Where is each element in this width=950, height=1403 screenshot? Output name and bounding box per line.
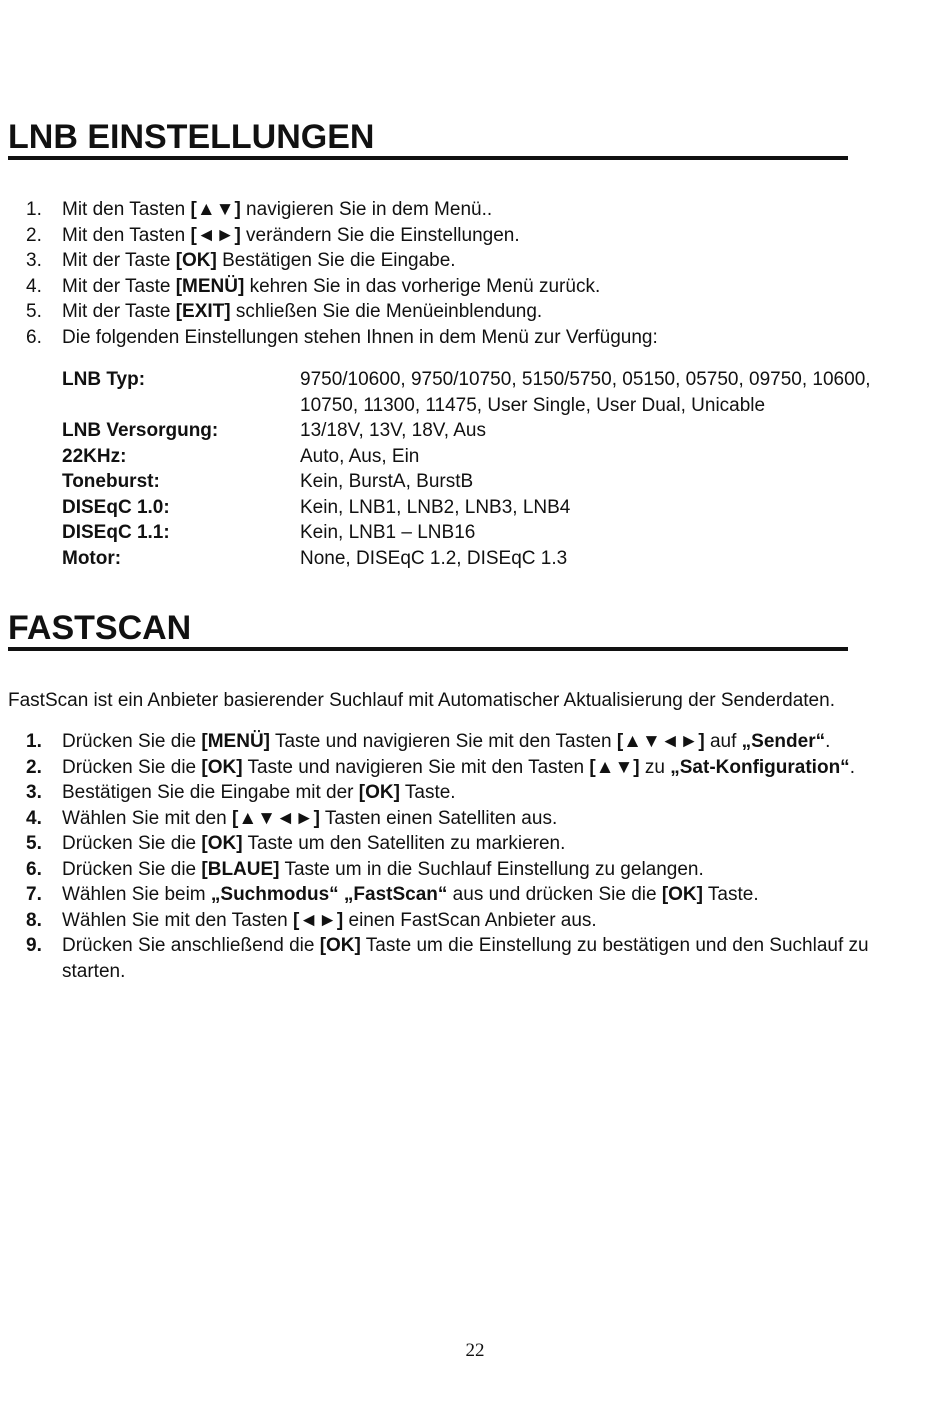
- list-item: [26, 274, 926, 300]
- list-item: [26, 325, 926, 351]
- key-label: [▲▼◄►]: [232, 807, 320, 829]
- list-item: [26, 755, 926, 781]
- setting-row: [62, 367, 902, 418]
- step-number: 7.: [26, 884, 42, 905]
- step-text: Tasten einen Satelliten aus.: [319, 807, 558, 829]
- setting-value: 13/18V, 13V, 18V, Aus: [300, 420, 486, 441]
- step-number: 6.: [26, 858, 42, 880]
- list-item: [26, 729, 926, 755]
- key-label: [MENÜ]: [175, 275, 245, 297]
- setting-label: LNB Typ:: [62, 369, 146, 390]
- key-label: [◄►]: [292, 909, 344, 931]
- step-text: Taste.: [399, 782, 456, 803]
- key-label: [OK]: [661, 884, 703, 905]
- setting-value: Kein, LNB1 – LNB16: [300, 522, 476, 543]
- key-label: [▲▼◄►]: [616, 731, 705, 752]
- setting-value: None, DISEqC 1.2, DISEqC 1.3: [300, 547, 568, 569]
- key-label: [OK]: [201, 756, 243, 778]
- section-heading-fastscan: FASTSCAN: [8, 611, 848, 651]
- step-text: Taste und navigieren Sie mit den Tasten: [242, 756, 590, 778]
- step-text: einen FastScan Anbieter aus.: [343, 909, 597, 931]
- fastscan-intro: FastScan ist ein Anbieter basierender Suchlauf mit Automatischer Aktualisierung der Senderdaten.: [8, 690, 835, 711]
- step-text: Bestätigen Sie die Eingabe mit der: [62, 782, 359, 803]
- key-label: „Sat-Konfiguration“: [670, 756, 850, 778]
- step-text: zu: [639, 756, 671, 778]
- step-number: 5.: [26, 833, 42, 854]
- setting-label: DISEqC 1.1:: [62, 522, 170, 543]
- step-text: Mit der Taste: [62, 250, 176, 271]
- setting-label: Motor:: [62, 547, 122, 569]
- list-item: [26, 857, 926, 883]
- step-text: Mit den Tasten: [62, 199, 191, 220]
- list-item: [26, 831, 926, 857]
- step-text: Taste um in die Suchlauf Einstellung zu gelangen.: [279, 858, 704, 880]
- lnb-steps-list: [26, 197, 926, 350]
- key-label: [▲▼]: [589, 756, 640, 778]
- step-number: 2.: [26, 756, 42, 778]
- step-number: 3.: [26, 250, 42, 271]
- setting-label: DISEqC 1.0:: [62, 496, 170, 518]
- setting-row: [62, 444, 902, 470]
- step-text: .: [849, 756, 855, 778]
- step-text: kehren Sie in das vorherige Menü zurück.: [244, 275, 601, 297]
- list-item: [26, 197, 926, 223]
- step-number: 8.: [26, 909, 42, 931]
- step-text: Taste um die Einstellung zu bestätigen und den Suchlauf zu starten.: [62, 935, 869, 982]
- key-label: [EXIT]: [175, 301, 231, 322]
- step-text: navigieren Sie in dem Menü..: [240, 199, 493, 220]
- setting-label: 22KHz:: [62, 445, 127, 467]
- list-item: [26, 933, 926, 984]
- step-number: 4.: [26, 807, 42, 829]
- key-label: [MENÜ]: [201, 731, 271, 752]
- setting-row: [62, 418, 902, 444]
- key-label: [◄►]: [190, 224, 241, 246]
- step-number: 1.: [26, 731, 42, 752]
- step-text: Drücken Sie die: [62, 756, 202, 778]
- setting-label: LNB Versorgung:: [62, 420, 219, 441]
- key-label: „Suchmodus“ „FastScan“: [210, 884, 448, 905]
- step-text: Drücken Sie anschließend die: [62, 935, 320, 956]
- key-label: [▲▼]: [190, 199, 241, 220]
- step-text: Taste und navigieren Sie mit den Tasten: [270, 731, 617, 752]
- key-label: [OK]: [319, 935, 361, 956]
- setting-row: [62, 469, 902, 495]
- fastscan-steps-list: [26, 729, 926, 984]
- step-number: 9.: [26, 935, 42, 956]
- key-label: „Sender“: [741, 731, 826, 752]
- step-text: Mit der Taste: [62, 301, 176, 322]
- list-item: [26, 223, 926, 249]
- step-number: 4.: [26, 275, 42, 297]
- step-number: 6.: [26, 326, 42, 348]
- step-text: Mit der Taste: [62, 275, 176, 297]
- key-label: [OK]: [201, 833, 243, 854]
- step-text: Drücken Sie die: [62, 833, 202, 854]
- step-text: Taste um den Satelliten zu markieren.: [242, 833, 566, 854]
- step-text: Drücken Sie die: [62, 858, 202, 880]
- step-number: 2.: [26, 224, 42, 246]
- list-item: [26, 908, 926, 934]
- setting-value: Kein, LNB1, LNB2, LNB3, LNB4: [300, 496, 571, 518]
- setting-row: [62, 495, 902, 521]
- list-item: [26, 806, 926, 832]
- list-item: [26, 299, 926, 325]
- step-text: Drücken Sie die: [62, 731, 202, 752]
- section-heading-lnb: LNB EINSTELLUNGEN: [8, 120, 848, 160]
- step-text: Wählen Sie beim: [62, 884, 211, 905]
- list-item: [26, 882, 926, 908]
- lnb-settings-table: [62, 367, 902, 571]
- step-text: Taste.: [702, 884, 759, 905]
- setting-value: Kein, BurstA, BurstB: [300, 471, 474, 492]
- step-text: schließen Sie die Menüeinblendung.: [230, 301, 543, 322]
- key-label: [BLAUE]: [201, 858, 280, 880]
- step-text: Wählen Sie mit den: [62, 807, 233, 829]
- step-text: auf: [704, 731, 742, 752]
- step-text: .: [825, 731, 831, 752]
- step-number: 5.: [26, 301, 42, 322]
- step-number: 3.: [26, 782, 42, 803]
- step-number: 1.: [26, 199, 42, 220]
- list-item: [26, 780, 926, 806]
- key-label: [OK]: [175, 250, 217, 271]
- setting-label: Toneburst:: [62, 471, 160, 492]
- setting-value: 9750/10600, 9750/10750, 5150/5750, 05150, 05750, 09750, 10600, 10750, 11300, 11475, User Single, User Dual, Unicable: [300, 369, 871, 416]
- step-text: Mit den Tasten: [62, 224, 191, 246]
- step-text: Die folgenden Einstellungen stehen Ihnen in dem Menü zur Verfügung:: [62, 326, 658, 348]
- step-text: Wählen Sie mit den Tasten: [62, 909, 293, 931]
- step-text: Bestätigen Sie die Eingabe.: [216, 250, 456, 271]
- list-item: [26, 248, 926, 274]
- step-text: aus und drücken Sie die: [447, 884, 662, 905]
- step-text: verändern Sie die Einstellungen.: [240, 224, 520, 246]
- page-number: 22: [465, 1340, 485, 1361]
- setting-value: Auto, Aus, Ein: [300, 445, 420, 467]
- setting-row: [62, 546, 902, 572]
- setting-row: [62, 520, 902, 546]
- key-label: [OK]: [358, 782, 400, 803]
